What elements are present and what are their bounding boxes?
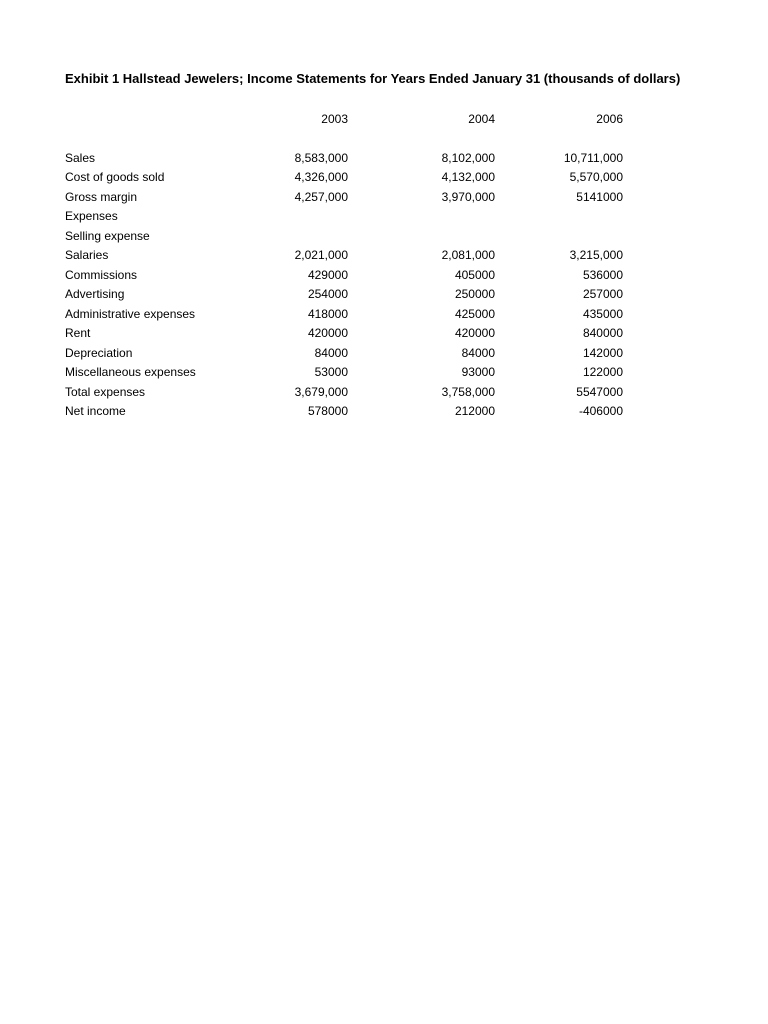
value-cell: 3,758,000	[441, 384, 495, 399]
value-cell: 3,215,000	[569, 248, 623, 262]
value-cell: 254000	[307, 287, 348, 301]
value-cell: 420000	[454, 326, 495, 340]
value-cell: 435000	[582, 306, 623, 321]
value-cell: 53000	[314, 365, 348, 379]
table-row	[65, 344, 625, 364]
row-label: Salaries	[65, 248, 109, 262]
row-label: Administrative expenses	[65, 306, 196, 321]
row-label: Miscellaneous expenses	[65, 365, 196, 379]
value-cell: 2,021,000	[294, 248, 348, 262]
income-statement-table	[65, 110, 625, 422]
value-cell: 405000	[454, 267, 495, 282]
value-cell: 840000	[582, 326, 623, 340]
table-row	[65, 207, 625, 227]
value-cell: 5,570,000	[569, 170, 623, 184]
value-cell: 142000	[582, 345, 623, 360]
value-cell: 3,970,000	[441, 189, 495, 204]
value-cell: 4,257,000	[294, 189, 348, 204]
row-label: Depreciation	[65, 345, 133, 360]
row-label: Advertising	[65, 287, 125, 301]
value-cell: 578000	[307, 404, 348, 418]
table-row	[65, 227, 625, 247]
value-cell: 5547000	[576, 384, 623, 399]
year-header-row	[65, 110, 625, 130]
table-row	[65, 402, 625, 422]
row-label: Commissions	[65, 267, 138, 282]
value-cell: 8,583,000	[294, 150, 348, 165]
table-body	[65, 149, 625, 422]
row-label: Cost of goods sold	[65, 170, 165, 184]
value-cell: 3,679,000	[294, 384, 348, 399]
value-cell: 250000	[454, 287, 495, 301]
value-cell: 429000	[307, 267, 348, 282]
value-cell: 418000	[307, 306, 348, 321]
table-row	[65, 285, 625, 305]
value-cell: 4,326,000	[294, 170, 348, 184]
year-header: 2006	[596, 112, 623, 126]
exhibit-title: Exhibit 1 Hallstead Jewelers; Income Statements for Years Ended January 31 (thousands of dollars)	[65, 71, 681, 86]
row-label: Total expenses	[65, 384, 146, 399]
table-row	[65, 188, 625, 208]
value-cell: 93000	[461, 365, 495, 379]
value-cell: -406000	[578, 404, 623, 418]
value-cell: 122000	[582, 365, 623, 379]
table-row	[65, 149, 625, 169]
value-cell: 257000	[582, 287, 623, 301]
value-cell: 84000	[461, 345, 495, 360]
value-cell: 84000	[314, 345, 348, 360]
year-header: 2003	[321, 112, 348, 126]
table-row	[65, 246, 625, 266]
table-row	[65, 383, 625, 403]
value-cell: 2,081,000	[441, 248, 495, 262]
table-row	[65, 363, 625, 383]
value-cell: 425000	[454, 306, 495, 321]
table-row	[65, 266, 625, 286]
row-label: Net income	[65, 404, 126, 418]
value-cell: 10,711,000	[563, 150, 623, 165]
value-cell: 5141000	[576, 189, 623, 204]
value-cell: 536000	[582, 267, 623, 282]
row-label: Gross margin	[65, 189, 138, 204]
row-label: Sales	[65, 150, 96, 165]
value-cell: 420000	[307, 326, 348, 340]
table-row	[65, 168, 625, 188]
year-header: 2004	[468, 112, 495, 126]
value-cell: 4,132,000	[441, 170, 495, 184]
value-cell: 8,102,000	[441, 150, 495, 165]
table-row	[65, 305, 625, 325]
row-label: Rent	[65, 326, 91, 340]
row-label: Expenses	[65, 209, 118, 223]
table-row	[65, 324, 625, 344]
row-label: Selling expense	[65, 228, 150, 243]
value-cell: 212000	[454, 404, 495, 418]
